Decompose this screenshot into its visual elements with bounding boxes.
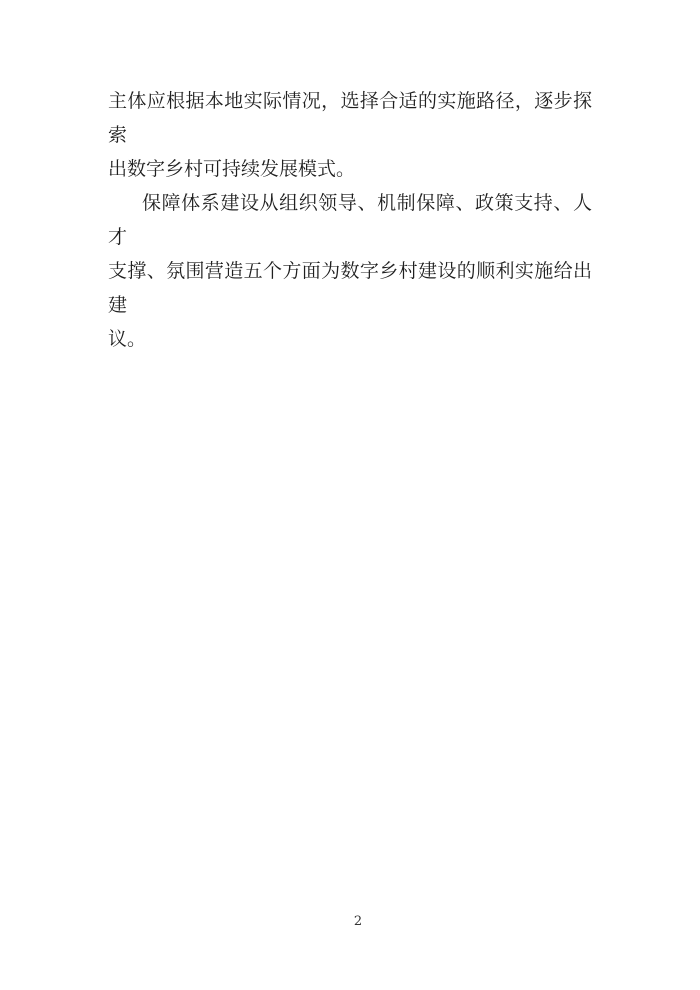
page-number: 2 xyxy=(353,914,363,929)
body-text xyxy=(108,84,592,356)
paragraph-line: 保障体系建设从组织领导、机制保障、政策支持、人才 xyxy=(108,192,592,248)
paragraph-line: 主体应根据本地实际情况，选择合适的实施路径，逐步探索 xyxy=(108,90,592,146)
paragraph-line: 支撑、氛围营造五个方面为数字乡村建设的顺利实施给出建 xyxy=(108,260,592,316)
paragraph-line: 议。 xyxy=(108,328,147,350)
paragraph-line: 出数字乡村可持续发展模式。 xyxy=(108,158,356,180)
